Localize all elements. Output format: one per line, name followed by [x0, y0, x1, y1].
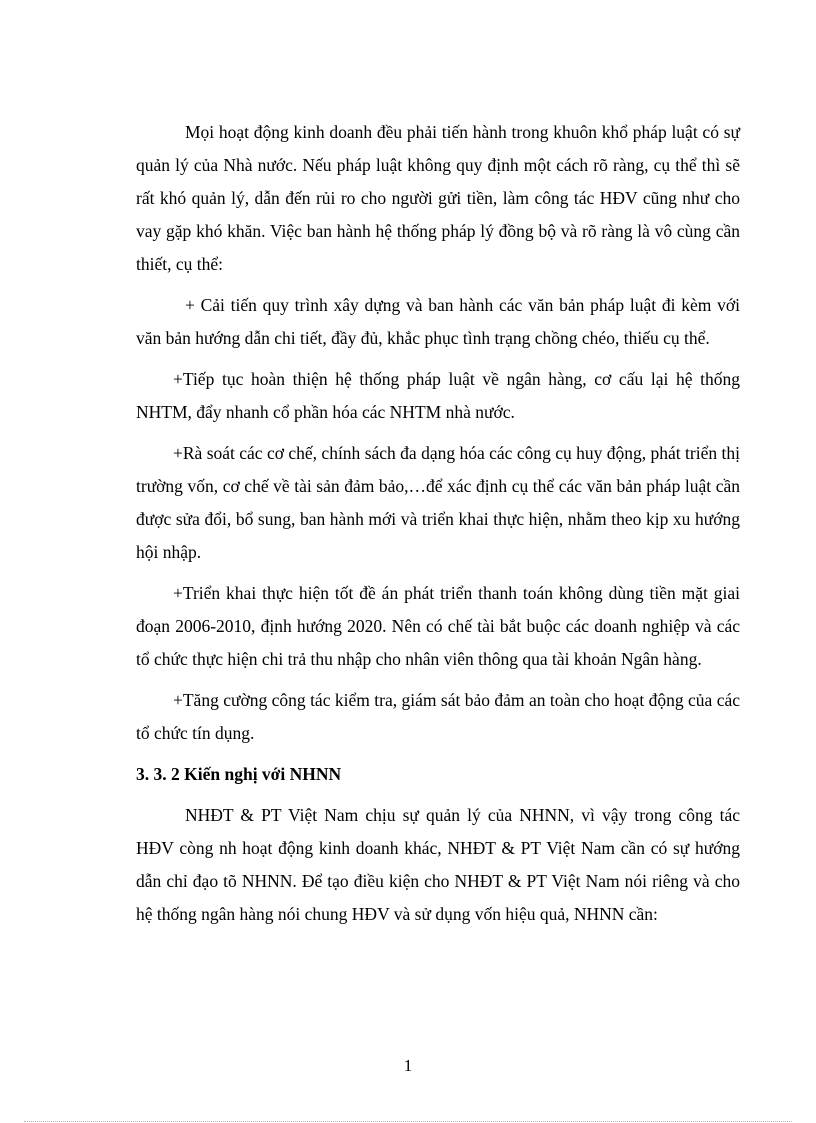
intro-paragraph: Mọi hoạt động kinh doanh đều phải tiến hành trong khuôn khổ pháp luật có sự quản lý của Nhà nước. Nếu pháp luật không quy định một cách rõ ràng, cụ thể thì sẽ rất khó quản lý, dẫn đến rủi ro cho người gửi tiền, làm công tác HĐV cũng như cho vay gặp khó khăn. Việc ban hành hệ thống pháp lý đồng bộ và rõ ràng là vô cùng cần thiết, cụ thể:	[136, 122, 740, 274]
page-body	[136, 116, 740, 939]
recommendation-item-banking-law: +Tiếp tục hoàn thiện hệ thống pháp luật về ngân hàng, cơ cấu lại hệ thống NHTM, đẩy nhanh cổ phần hóa các NHTM nhà nước.	[136, 369, 740, 422]
section-heading: 3. 3. 2 Kiến nghị với NHNN	[136, 764, 342, 784]
recommendation-item-policy-review: +Rà soát các cơ chế, chính sách đa dạng hóa các công cụ huy động, phát triển thị trường vốn, cơ chế về tài sản đảm bảo,…để xác định cụ thể các văn bản pháp luật cần được sửa đổi, bổ sung, ban hành mới và triển khai thực hiện, nhằm theo kịp xu hướng hội nhập.	[136, 443, 740, 562]
page-number: 1	[403, 1056, 413, 1075]
recommendation-item-cashless-payment: +Triển khai thực hiện tốt đề án phát triển thanh toán không dùng tiền mặt giai đoạn 2006-2010, định hướng 2020. Nên có chế tài bắt buộc các doanh nghiệp và các tổ chức thực hiện chi trả thu nhập cho nhân viên thông qua tài khoản Ngân hàng.	[136, 583, 740, 669]
page-bottom-divider	[24, 1121, 792, 1122]
recommendation-item-legal-drafting: + Cải tiến quy trình xây dựng và ban hành các văn bản pháp luật đi kèm với văn bản hướng dẫn chi tiết, đầy đủ, khắc phục tình trạng chồng chéo, thiếu cụ thể.	[136, 295, 740, 348]
recommendation-item-supervision: +Tăng cường công tác kiểm tra, giám sát bảo đảm an toàn cho hoạt động của các tổ chức tín dụng.	[136, 690, 740, 743]
section-paragraph: NHĐT & PT Việt Nam chịu sự quản lý của NHNN, vì vậy trong công tác HĐV còng nh hoạt động kinh doanh khác, NHĐT & PT Việt Nam cần có sự hướng dẫn chỉ đạo tõ NHNN. Để tạo điều kiện cho NHĐT & PT Việt Nam nói riêng và cho hệ thống ngân hàng nói chung HĐV và sử dụng vốn hiệu quả, NHNN cần:	[136, 805, 740, 924]
